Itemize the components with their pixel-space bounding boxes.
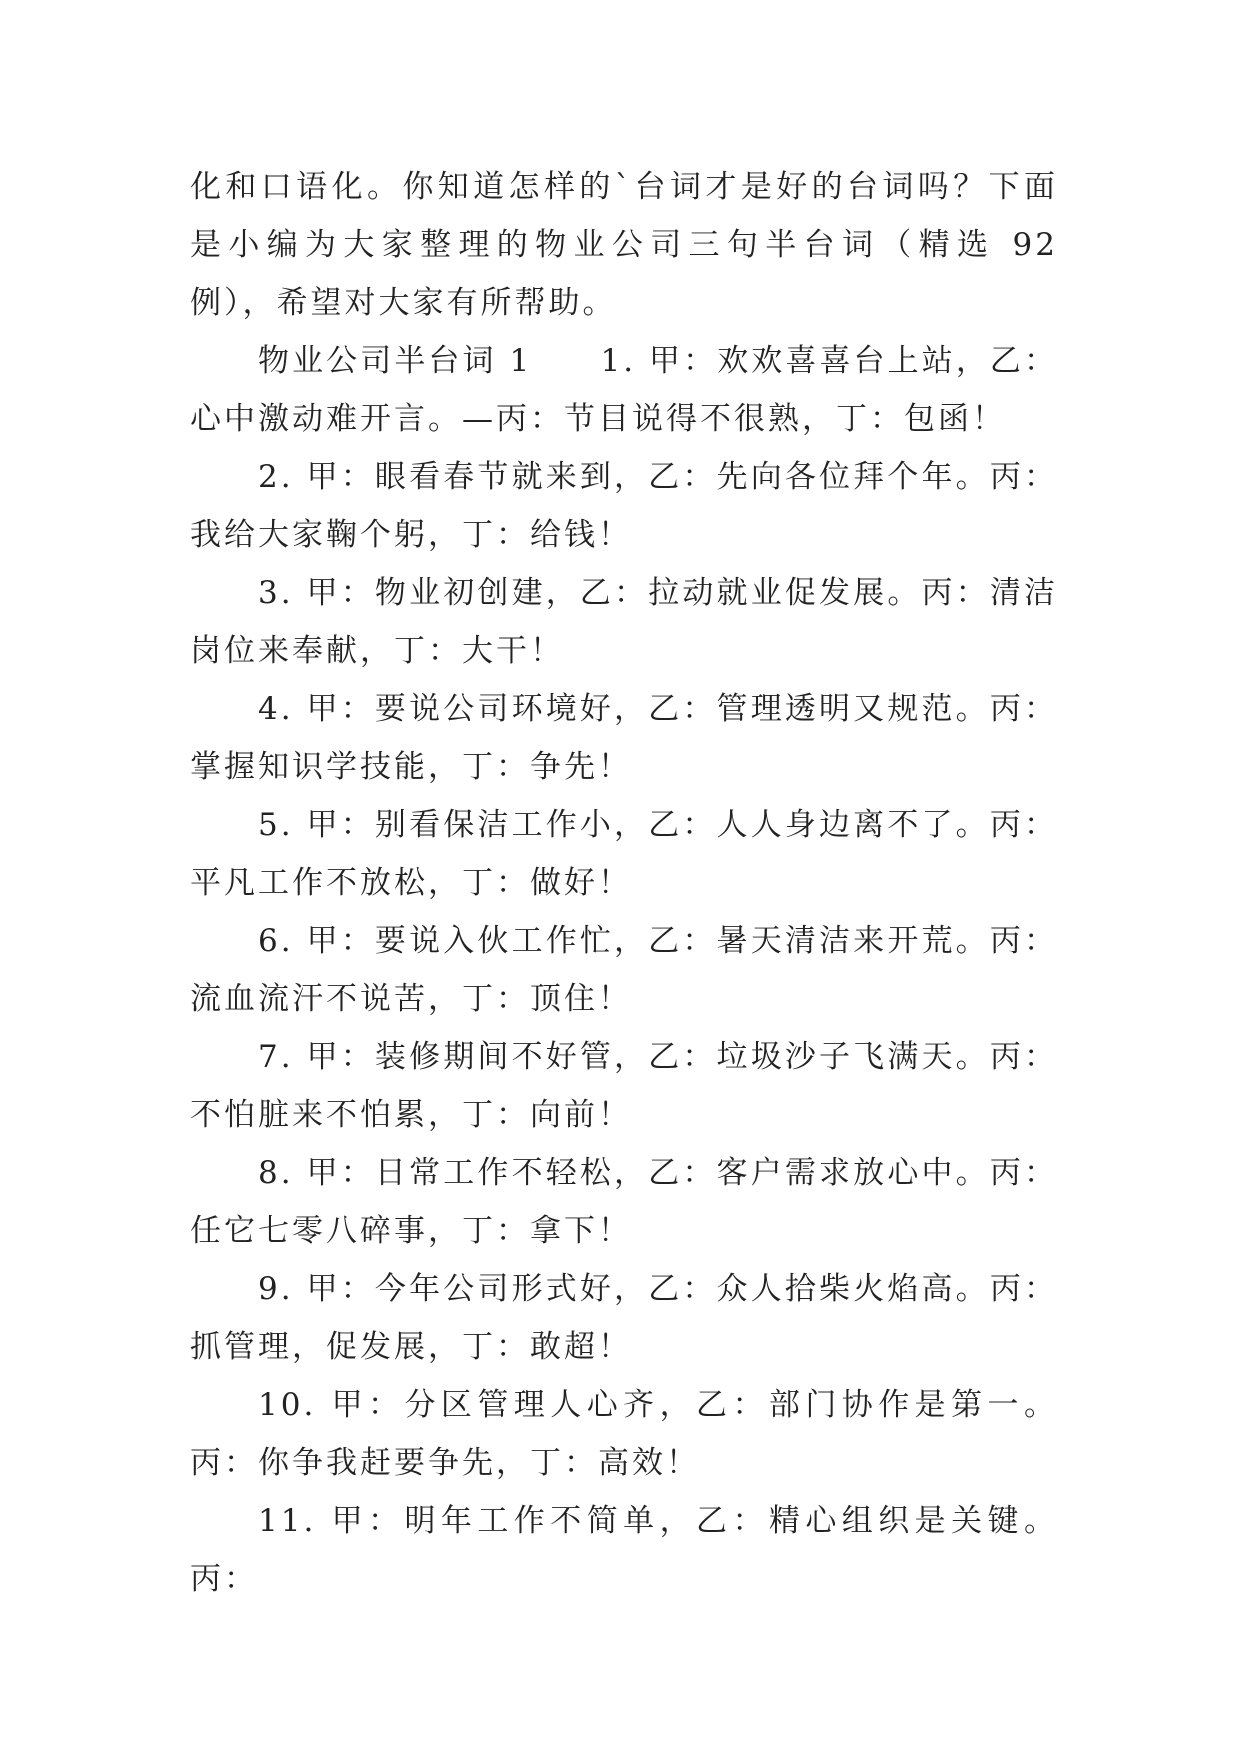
paragraph-item-2: 2. 甲：眼看春节就来到，乙：先向各位拜个年。丙：我给大家鞠个躬，丁：给钱！	[190, 459, 1058, 553]
paragraph-item-4: 4. 甲：要说公司环境好，乙：管理透明又规范。丙：掌握知识学技能，丁：争先！	[190, 691, 1058, 785]
paragraph-item-8: 8. 甲：日常工作不轻松，乙：客户需求放心中。丙：任它七零八碎事，丁：拿下！	[190, 1155, 1058, 1249]
paragraph-item-6: 6. 甲：要说入伙工作忙，乙：暑天清洁来开荒。丙：流血流汗不说苦，丁：顶住！	[190, 923, 1058, 1017]
paragraph-title-item-1: 物业公司半台词 1 1. 甲：欢欢喜喜台上站，乙：心中激动难开言。—丙：节目说得不很熟，丁：包函！	[190, 343, 1058, 437]
paragraph-item-7: 7. 甲：装修期间不好管，乙：垃圾沙子飞满天。丙：不怕脏来不怕累，丁：向前！	[190, 1039, 1058, 1133]
paragraph-item-11: 11. 甲：明年工作不简单，乙：精心组织是关键。丙：	[190, 1503, 1058, 1597]
paragraph-item-5: 5. 甲：别看保洁工作小，乙：人人身边离不了。丙：平凡工作不放松，丁：做好！	[190, 807, 1058, 901]
document-body	[190, 158, 1058, 1608]
paragraph-item-3: 3. 甲：物业初创建，乙：拉动就业促发展。丙：清洁岗位来奉献，丁：大干！	[190, 575, 1058, 669]
paragraph-item-10: 10. 甲：分区管理人心齐，乙：部门协作是第一。丙：你争我赶要争先，丁：高效！	[190, 1387, 1058, 1481]
intro-paragraph: 化和口语化。你知道怎样的`台词才是好的台词吗？下面是小编为大家整理的物业公司三句半台词（精选 92 例），希望对大家有所帮助。	[190, 169, 1058, 321]
paragraph-item-9: 9. 甲：今年公司形式好，乙：众人拾柴火焰高。丙：抓管理，促发展，丁：敢超！	[190, 1271, 1058, 1365]
